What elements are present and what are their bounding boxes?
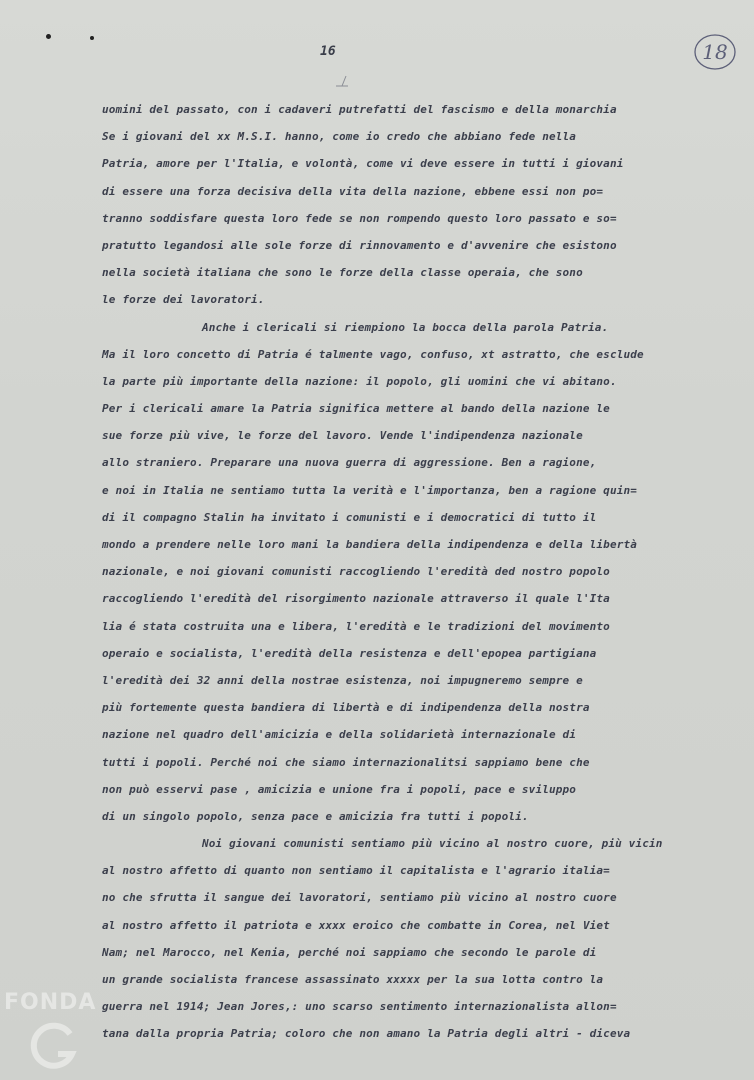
typed-text-body xyxy=(102,96,752,1048)
text-line: Patria, amore per l'Italia, e volontà, come vi deve essere in tutti i giovani xyxy=(102,157,624,171)
text-line: guerra nel 1914; Jean Jores,: uno scarso sentimento internazionalista allon= xyxy=(102,1000,617,1014)
text-line: Nam; nel Marocco, nel Kenia, perché noi sappiamo che secondo le parole di xyxy=(102,945,597,959)
text-line: un grande socialista francese assassinato xxxxx per la sua lotta contro la xyxy=(102,973,604,986)
text-line: Se i giovani del xx M.S.I. hanno, come io credo che abbiano fede nella xyxy=(102,130,577,144)
text-line: nazione nel quadro dell'amicizia e della solidarietà internazionale di xyxy=(102,728,577,742)
text-line: Per i clericali amare la Patria significa mettere al bando della nazione le xyxy=(102,402,610,416)
text-line: l'eredità dei 32 anni della nostrae esistenza, noi impugneremo sempre e xyxy=(102,673,583,687)
archive-number-stamp xyxy=(692,28,738,74)
text-line: mondo a prendere nelle loro mani la bandiera della indipendenza e della libertà xyxy=(102,538,638,551)
punch-hole-mark xyxy=(90,36,94,40)
text-line: di il compagno Stalin ha invitato i comunisti e i democratici di tutto il xyxy=(102,510,597,524)
text-line: le forze dei lavoratori. xyxy=(102,293,265,307)
text-line: raccogliendo l'eredità del risorgimento nazionale attraverso il quale l'Ita xyxy=(102,592,610,606)
text-line: nella società italiana che sono le forze della classe operaia, che sono xyxy=(102,266,583,280)
text-line: no che sfrutta il sangue dei lavoratori, sentiamo più vicino al nostro cuore xyxy=(102,891,617,905)
watermark-logo-icon xyxy=(28,1020,80,1072)
text-line: Anche i clericali si riempiono la bocca della parola Patria. xyxy=(202,320,609,334)
text-line: uomini del passato, con i cadaveri putrefatti del fascismo e della monarchia xyxy=(102,103,617,116)
text-line: nazionale, e noi giovani comunisti raccogliendo l'eredità ded nostro popolo xyxy=(102,565,610,579)
text-line: Noi giovani comunisti sentiamo più vicino al nostro cuore, più vicin xyxy=(202,837,663,851)
text-line: tutti i popoli. Perché noi che siamo internazionalitsi sappiamo bene che xyxy=(102,755,590,769)
text-line: al nostro affetto il patriota e xxxx eroico che combatte in Corea, nel Viet xyxy=(102,918,610,932)
text-line: Ma il loro concetto di Patria é talmente vago, confuso, xt astratto, che esclude xyxy=(102,347,644,361)
text-line: più fortemente questa bandiera di libertà e di indipendenza della nostra xyxy=(102,701,590,715)
text-line: lia é stata costruita una e libera, l'eredità e le tradizioni del movimento xyxy=(102,619,610,633)
archive-number: 18 xyxy=(702,40,728,64)
text-line: al nostro affetto di quanto non sentiamo il capitalista e l'agrario italia= xyxy=(102,864,610,878)
watermark-text: FONDA xyxy=(4,990,97,1015)
text-line: e noi in Italia ne sentiamo tutta la verità e l'importanza, ben a ragione quin= xyxy=(102,483,638,497)
text-line: tana dalla propria Patria; coloro che non amano la Patria degli altri - diceva xyxy=(102,1027,631,1041)
text-line: di un singolo popolo, senza pace e amicizia fra tutti i popoli. xyxy=(102,809,529,823)
text-line: pratutto legandosi alle sole forze di rinnovamento e d'avvenire che esistono xyxy=(102,238,617,252)
punch-hole-mark xyxy=(46,34,51,39)
pencil-mark-icon xyxy=(334,74,352,88)
text-line: tranno soddisfare questa loro fede se non rompendo questo loro passato e so= xyxy=(102,211,617,225)
text-line: operaio e socialista, l'eredità della resistenza e dell'epopea partigiana xyxy=(102,646,597,660)
text-line: di essere una forza decisiva della vita della nazione, ebbene essi non po= xyxy=(102,184,604,198)
text-line: la parte più importante della nazione: il popolo, gli uomini che vi abitano. xyxy=(102,374,617,388)
text-line: sue forze più vive, le forze del lavoro. Vende l'indipendenza nazionale xyxy=(102,429,583,443)
text-line: allo straniero. Preparare una nuova guerra di aggressione. Ben a ragione, xyxy=(102,456,597,470)
page-number: 16 xyxy=(320,44,336,59)
text-line: non può esservi pase , amicizia e unione fra i popoli, pace e sviluppo xyxy=(102,782,577,796)
